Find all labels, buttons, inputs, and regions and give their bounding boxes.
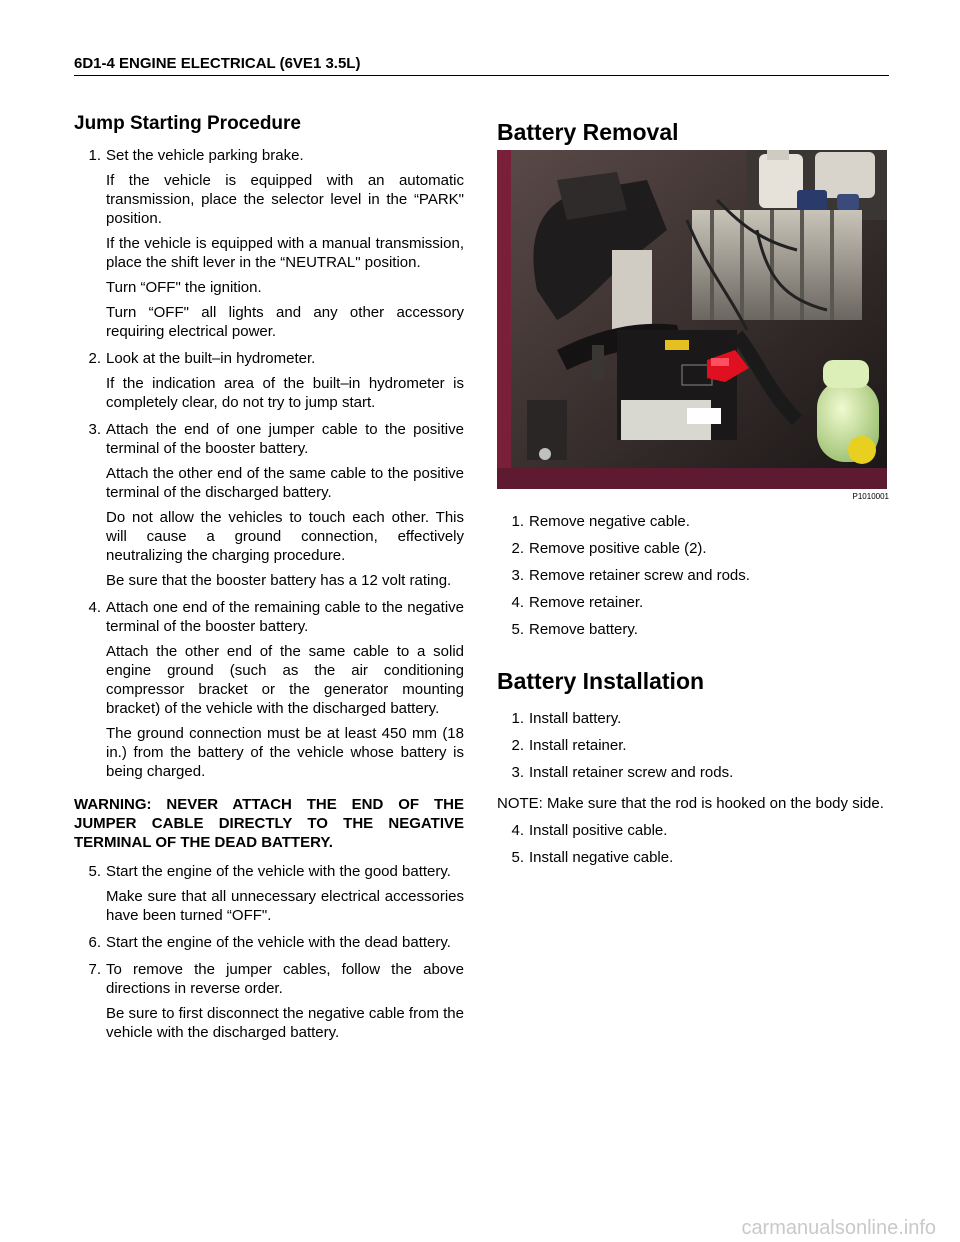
step-paragraph: Set the vehicle parking brake. [106, 147, 304, 164]
step-paragraph: Attach the other end of the same cable to the positive terminal of the discharged battery. [106, 465, 464, 501]
jump-steps-list [74, 146, 464, 781]
engine-bay-photo [497, 150, 887, 489]
step-paragraph: Be sure to first disconnect the negative cable from the vehicle with the discharged battery. [106, 1005, 464, 1041]
step-number: 2. [88, 350, 101, 367]
step-paragraph: Attach the end of one jumper cable to the positive terminal of the booster battery. [106, 421, 464, 457]
list-item [497, 620, 889, 639]
step-paragraph: Turn “OFF" all lights and any other accessory requiring electrical power. [106, 304, 464, 340]
step-paragraph: To remove the jumper cables, follow the above directions in reverse order. [106, 961, 464, 997]
step-number: 2. [511, 737, 524, 754]
removal-steps-list [497, 512, 889, 639]
step-number: 1. [511, 710, 524, 727]
jump-starting-title: Jump Starting Procedure [74, 113, 301, 134]
list-item [497, 763, 889, 782]
list-item [74, 933, 464, 952]
step-paragraph: Attach the other end of the same cable to a solid engine ground (such as the air conditioning compressor bracket or the generator mounting bracket) of the vehicle with the discharged battery. [106, 643, 464, 717]
installation-note: NOTE: Make sure that the rod is hooked on the body side. [497, 795, 884, 812]
step-body [106, 349, 464, 412]
step-text: Remove positive cable (2). [529, 540, 707, 557]
warning-text: WARNING: NEVER ATTACH THE END OF THE JUMPER CABLE DIRECTLY TO THE NEGATIVE TERMINAL OF THE DEAD BATTERY. [74, 796, 464, 851]
battery-removal-title: Battery Removal [497, 119, 679, 145]
step-paragraph: If the indication area of the built–in hydrometer is completely clear, do not try to jump start. [106, 375, 464, 411]
step-body [106, 933, 464, 952]
step-body [106, 420, 464, 590]
step-number: 4. [88, 599, 101, 616]
installation-steps-list-continued [497, 821, 889, 867]
step-number: 4. [511, 822, 524, 839]
list-item [497, 566, 889, 585]
photo-id: P1010001 [852, 492, 889, 501]
step-paragraph: Make sure that all unnecessary electrical accessories have been turned “OFF". [106, 888, 464, 924]
step-number: 5. [511, 849, 524, 866]
step-paragraph: Start the engine of the vehicle with the good battery. [106, 863, 451, 880]
step-paragraph: Look at the built–in hydrometer. [106, 350, 316, 367]
step-paragraph: The ground connection must be at least 450 mm (18 in.) from the battery of the vehicle whose battery is being charged. [106, 725, 464, 780]
step-body [106, 598, 464, 781]
step-number: 5. [88, 863, 101, 880]
battery-installation-title: Battery Installation [497, 668, 705, 694]
list-item [74, 146, 464, 341]
step-paragraph: Turn “OFF" the ignition. [106, 279, 262, 296]
jump-starting-section [74, 112, 464, 1050]
step-paragraph: Start the engine of the vehicle with the dead battery. [106, 934, 451, 951]
list-item [497, 821, 889, 840]
step-text: Install retainer screw and rods. [529, 764, 734, 781]
watermark: carmanualsonline.info [741, 1217, 936, 1239]
step-number: 4. [511, 594, 524, 611]
list-item [497, 736, 889, 755]
step-text: Install negative cable. [529, 849, 674, 866]
step-text: Install positive cable. [529, 822, 668, 839]
list-item [74, 598, 464, 781]
step-number: 2. [511, 540, 524, 557]
step-number: 3. [88, 421, 101, 438]
step-number: 7. [88, 961, 101, 978]
step-paragraph: Attach one end of the remaining cable to the negative terminal of the booster battery. [106, 599, 464, 635]
installation-steps-list [497, 709, 889, 782]
list-item [74, 960, 464, 1042]
step-number: 3. [511, 764, 524, 781]
list-item [74, 349, 464, 412]
step-text: Remove retainer. [529, 594, 644, 611]
step-body [106, 146, 464, 341]
step-number: 1. [88, 147, 101, 164]
step-text: Remove battery. [529, 621, 638, 638]
step-paragraph: If the vehicle is equipped with an automatic transmission, place the selector level in the “PARK" position. [106, 172, 464, 227]
step-text: Install battery. [529, 710, 622, 727]
step-paragraph: If the vehicle is equipped with a manual transmission, place the shift lever in the “NEUTRAL" position. [106, 235, 464, 271]
step-text: Install retainer. [529, 737, 627, 754]
step-number: 6. [88, 934, 101, 951]
step-text: Remove retainer screw and rods. [529, 567, 750, 584]
step-number: 5. [511, 621, 524, 638]
list-item [497, 593, 889, 612]
engine-bay-illustration [497, 150, 887, 489]
list-item [74, 420, 464, 590]
list-item [497, 709, 889, 728]
step-text: Remove negative cable. [529, 513, 690, 530]
list-item [497, 848, 889, 867]
list-item [74, 862, 464, 925]
step-number: 3. [511, 567, 524, 584]
list-item [497, 512, 889, 531]
step-paragraph: Do not allow the vehicles to touch each other. This will cause a ground connection, effectively neutralizing the charging procedure. [106, 509, 464, 564]
step-body [106, 960, 464, 1042]
battery-section [497, 118, 889, 875]
list-item [497, 539, 889, 558]
step-number: 1. [511, 513, 524, 530]
page-header: 6D1-4 ENGINE ELECTRICAL (6VE1 3.5L) [74, 55, 889, 76]
jump-steps-list-continued [74, 862, 464, 1042]
step-body [106, 862, 464, 925]
step-paragraph: Be sure that the booster battery has a 12 volt rating. [106, 572, 452, 589]
